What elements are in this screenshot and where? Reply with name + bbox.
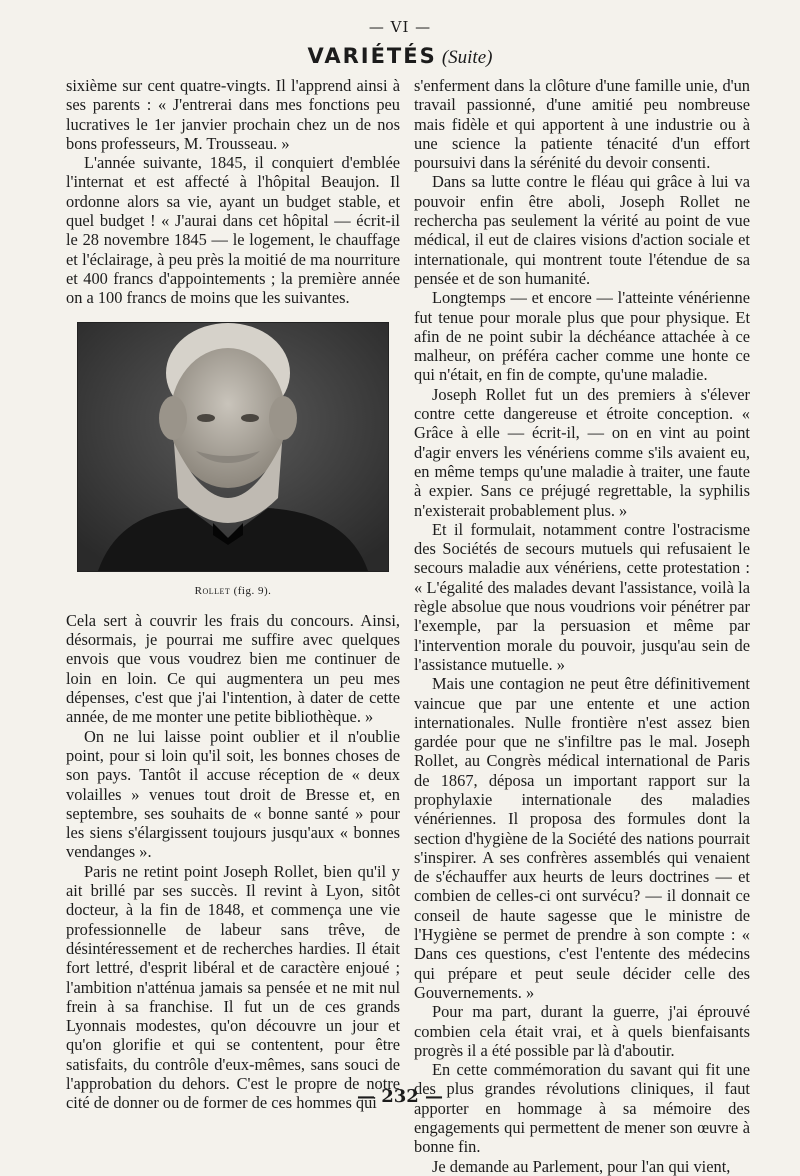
paragraph: Cela sert à couvrir les frais du concours. Ainsi, désormais, je pourrai me suffire avec quelques envois que vous voudrez bien me continuer de loin en loin. Ce qui augmentera un peu mes dépenses, c'est que j'ai l'intention, à dater de cette année, de me monter une petite bibliothèque. » [66,610,400,727]
section-title: VARIÉTÉS [307,44,437,68]
paragraph: Dans sa lutte contre le fléau qui grâce à lui va pouvoir enfin être aboli, Joseph Rollet ne rechercha pas seulement la vérité au point de vue médical, il eut de claires visions d'action sociale et internationale, qui montrent toute l'étendue de sa pensée et de son humanité. [414,172,750,288]
paragraph: Paris ne retint point Joseph Rollet, bien qu'il y ait brillé par ses succès. Il revint à Lyon, sitôt docteur, à la fin de 1848, et commença une vie professionnelle de labeur sans trêve, de désintéressement et de recherches hardies. Il était fort lettré, d'esprit libéral et de caractère enjoué ; l'ambition n'atténua jamais sa pensée et ne mit nul frein à sa franchise. Il fut un de ces grands Lyonnais modestes, qu'on découvre un jour et qu'on glorifie et qui se contentent, pour être satisfaits, du contrôle d'eux-mêmes, sans souci de l'approbation du dehors. C'est le propre de notre cité de donner ou de former de ces hommes qui [66,861,400,1113]
portrait-figure [66,322,400,601]
paragraph: sixième sur cent quatre-vingts. Il l'apprend ainsi à ses parents : « J'entrerai dans mes fonctions peu lucratives le 1er janvier prochain chez un de nos bons professeurs, M. Trousseau. » [66,76,400,153]
section-header [0,44,800,69]
paragraph: Mais une contagion ne peut être définitivement vaincue que par une entente et une action internationales. Nulle frontière n'est assez bien gardée pour que ne s'infiltre pas le mal. Joseph Rollet, au Congrès médical international de Paris de 1867, déposa un important rapport sur la prophylaxie internationale des maladies vénériennes. Il proposa des formules dont la section d'hygiène de la Société des nations pourrait s'inspirer. A ses confrères assemblés qui venaient de s'échauffer aux heurts de leurs doctrines — et combien de celles-ci ont survécu? — il donnait ce conseil de haute sagesse que le ministre de l'Hygiène se permet de prendre à son compte : « Dans ces questions, c'est l'entente des médecins qui prépare et peut seule décider celle des Gouvernements. » [414,674,750,1002]
paragraph: Je demande au Parlement, pour l'an qui vient, [432,1156,731,1176]
caption-name: Rollet [194,584,231,597]
paragraph: On ne lui laisse point oublier et il n'oublie point, pour si loin qu'il soit, les bonnes choses de son pays. Tantôt il accuse réception de « deux volailles » venues tout droit de Bresse et, en septembre, ses souhaits de « bonne santé » pour les siens s'élargissent toujours jusqu'aux « bonnes vendanges ». [66,726,400,862]
left-column [66,76,400,1113]
paragraph: En cette commémoration du savant qui fit une des plus grandes révolutions cliniques, il faut apporter en hommage à sa mémoire des engagements qui permettent de mener son œuvre à bonne fin. [414,1060,750,1157]
paragraph: Longtemps — et encore — l'atteinte vénérienne fut tenue pour morale plus que pour physique. Et afin de ne point subir la déchéance attachée à ce malheur, on préféra cacher comme une honte ce qui n'était, en fin de compte, qu'une maladie. [414,288,750,385]
portrait-photo [77,322,389,572]
paragraph: Et il formulait, notamment contre l'ostracisme des Sociétés de secours mutuels qui refusaient le secours maladie aux vénériens, cette protestation : « L'égalité des malades devant l'assistance, voilà la règle absolue que nous voudrions voir pénétrer par l'exemple, par la persuasion et même par l'intervention morale du pouvoir, jusqu'au sein de l'assistance mutuelle. » [414,519,750,674]
roman-page-number: — VI — [368,18,432,36]
paragraph: Pour ma part, durant la guerre, j'ai éprouvé combien cela était vrai, et à quels bienfaisants progrès il a été possible par là d'aboutir. [414,1002,750,1060]
right-column [414,76,750,1176]
section-subtitle: (Suite) [441,47,493,68]
portrait-illustration [78,323,388,571]
figure-caption [66,582,400,601]
page-number: — 232 — [356,1086,444,1107]
caption-figure-ref: (fig. 9). [233,584,272,597]
paragraph: L'année suivante, 1845, il conquiert d'emblée l'internat et est affecté à l'hôpital Beaujon. Il ordonne alors sa vie, ayant un budget stable, et quel budget ! « J'aurai dans cet hôpital — écrit-il le 28 novembre 1845 — le logement, le chauffage et l'éclairage, à peu près la moitié de ma nourriture et 400 francs d'appointements ; la première année on a 100 francs de moins que les suivantes. [66,153,400,308]
paragraph: Joseph Rollet fut un des premiers à s'élever contre cette dangereuse et étroite conception. « Grâce à elle — écrit-il, — on en vint au point d'agir envers les vénériens comme s'ils avaient eu, en même temps qu'une maladie à traiter, une faute à expier. Sans ce préjugé regrettable, la syphilis n'existerait probablement plus. » [414,384,750,520]
paragraph: s'enferment dans la clôture d'une famille unie, d'un travail passionné, d'une amitié peu nombreuse mais fidèle et qui apportent à une industrie ou à une science la patiente ténacité d'un effort poursuivi dans la sérénité du devoir consenti. [414,76,750,173]
